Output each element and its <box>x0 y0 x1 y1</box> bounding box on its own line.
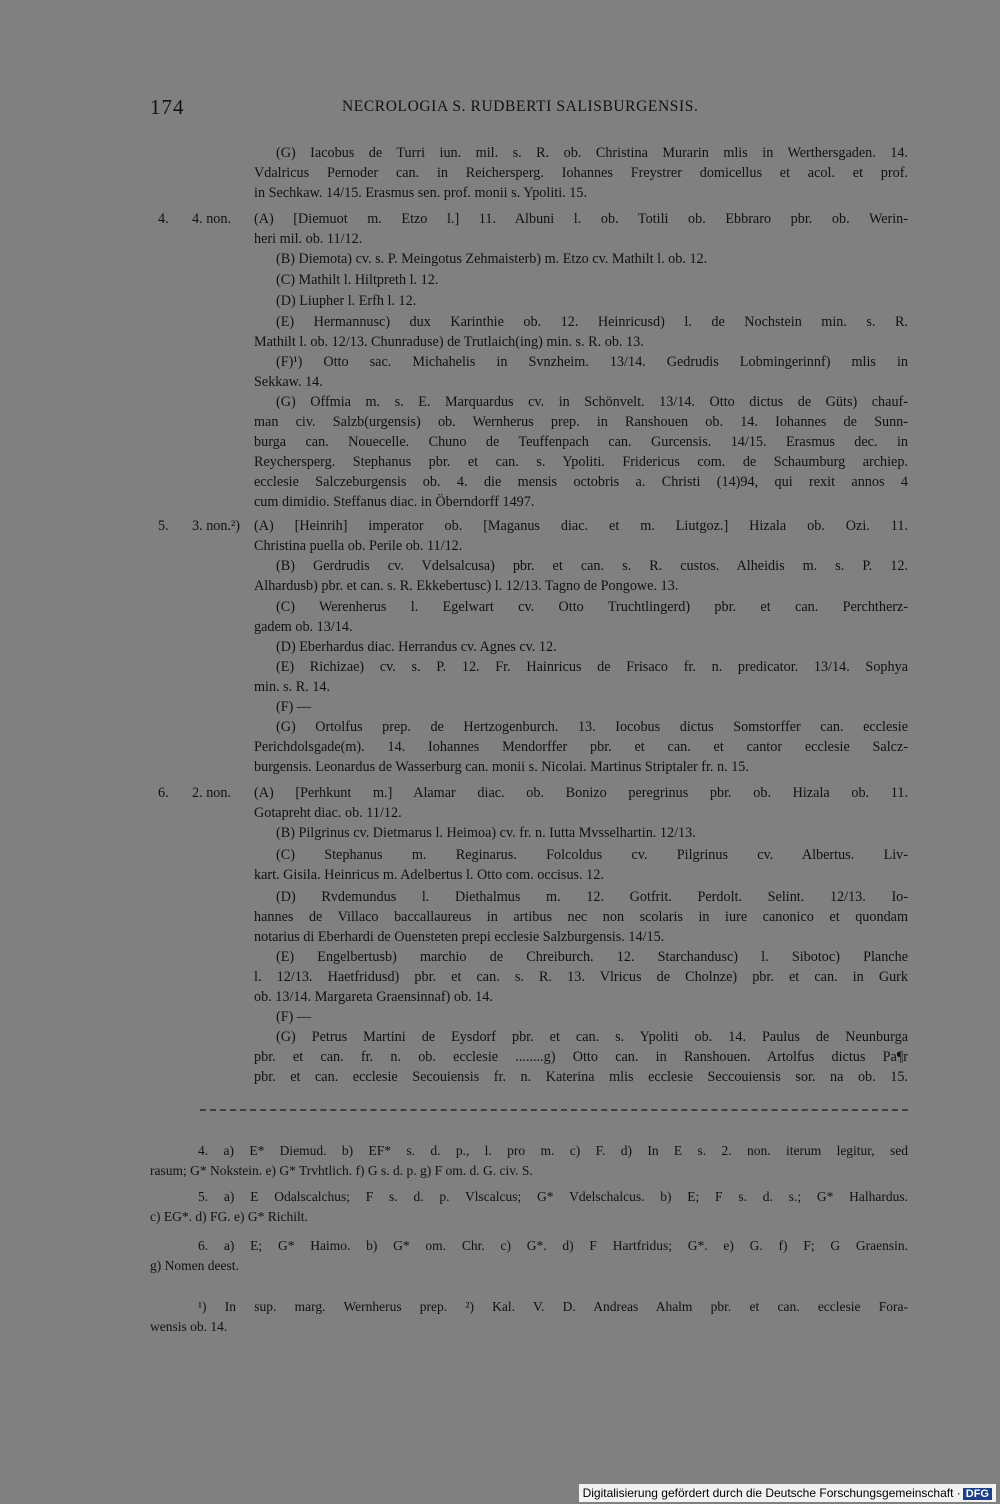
text-line: (G) Petrus Martini de Eysdorf pbr. et can. s. Ypoliti ob. 14. Paulus de Neunburga <box>276 1029 908 1045</box>
text-line: Christina puella ob. Perile ob. 11/12. <box>254 538 463 554</box>
text-line: (A) [Perhkunt m.] Alamar diac. ob. Bonizo peregrinus pbr. ob. Hizala ob. 11. <box>254 785 908 801</box>
text-line: notarius di Eberhardi de Ouensteten prepi ecclesie Salzburgensis. 14/15. <box>254 929 665 945</box>
day-label: 3. non.²) <box>192 518 240 534</box>
text-line: cum dimidio. Steffanus diac. in Öberndorff 1497. <box>254 494 535 510</box>
text-line: (D) Liupher l. Erfh l. 12. <box>276 293 417 309</box>
text-line: (B) Diemota) cv. s. P. Meingotus Zehmaisterb) m. Etzo cv. Mathilt l. ob. 12. <box>276 251 708 267</box>
text-line: burgensis. Leonardus de Wasserburg can. monii s. Nicolai. Martinus Striptaler fr. n. 15. <box>254 759 749 775</box>
text-line: min. s. R. 14. <box>254 679 331 695</box>
credit-text: Digitalisierung gefördert durch die Deutsche Forschungsgemeinschaft · <box>582 1486 961 1500</box>
text-line: (E) Hermannusc) dux Karinthie ob. 12. Heinricusd) l. de Nochstein min. s. R. <box>276 314 908 330</box>
text-line: Reychersperg. Stephanus pbr. et can. s. Ypoliti. Fridericus com. de Schaumburg archiep. <box>254 454 908 470</box>
text-line: (C) Werenherus l. Egelwart cv. Otto Truchtlingerd) pbr. et can. Perchtherz- <box>276 599 908 615</box>
footnote-line: g) Nomen deest. <box>150 1258 239 1273</box>
text-line: (F) — <box>276 699 312 715</box>
page-header <box>150 95 910 125</box>
separator-rule <box>200 1109 908 1111</box>
footnote-line: 5. a) E Odalscalchus; F s. d. p. Vlscalcus; G* Vdelschalcus. b) E; F s. d. s.; G* Halhardus. <box>198 1189 908 1204</box>
text-line: (C) Stephanus m. Reginarus. Folcoldus cv. Pilgrinus cv. Albertus. Liv- <box>276 847 908 863</box>
text-line: (G) Ortolfus prep. de Hertzogenburch. 13. Iocobus dictus Somstorffer can. ecclesie <box>276 719 908 735</box>
text-line: Alhardusb) pbr. et can. s. R. Ekkebertusc) l. 12/13. Tagno de Pongowe. 13. <box>254 578 679 594</box>
footnote-line: ¹) In sup. marg. Wernherus prep. ²) Kal. V. D. Andreas Ahalm pbr. et can. ecclesie Fora- <box>198 1299 908 1314</box>
text-line: (A) [Diemuot m. Etzo l.] 11. Albuni l. ob. Totili ob. Ebbraro pbr. ob. Werin- <box>254 211 908 227</box>
funding-credit <box>579 1484 996 1502</box>
footnote-line: rasum; G* Nokstein. e) G* Trvhtlich. f) G s. d. p. g) F om. d. G. civ. S. <box>150 1163 533 1178</box>
text-line: (G) Offmia m. s. E. Marquardus cv. in Schönvelt. 13/14. Otto dictus de Güts) chauf- <box>276 394 908 410</box>
page-number: 174 <box>150 95 185 119</box>
day-label: 4. non. <box>192 211 232 227</box>
text-line: heri mil. ob. 11/12. <box>254 231 363 247</box>
text-line: Vdalricus Pernoder can. in Reichersperg. Iohannes Freystrer domicellus et acol. et prof. <box>254 165 908 181</box>
text-line: Sekkaw. 14. <box>254 374 323 390</box>
footnote-line: c) EG*. d) FG. e) G* Richilt. <box>150 1209 308 1224</box>
text-line: kart. Gisila. Heinricus m. Adelbertus l. Otto com. occisus. 12. <box>254 867 604 883</box>
footnote-line: 6. a) E; G* Haimo. b) G* om. Chr. c) G*. d) F Hartfridus; G*. e) G. f) F; G Graensin. <box>198 1238 908 1253</box>
dfg-logo: DFG <box>963 1488 992 1500</box>
day-label: 2. non. <box>192 785 232 801</box>
text-line: (E) Engelbertusb) marchio de Chreiburch. 12. Starchandusc) l. Sibotoc) Planche <box>276 949 908 965</box>
footnote-line: 4. a) E* Diemud. b) EF* s. d. p., l. pro m. c) F. d) In E s. 2. non. iterum legitur, sed <box>198 1143 908 1158</box>
text-line: Perichdolsgade(m). 14. Iohannes Mendorffer pbr. et can. et cantor ecclesie Salcz- <box>254 739 908 755</box>
text-line: (G) Iacobus de Turri iun. mil. s. R. ob. Christina Murarin mlis in Werthersgaden. 14. <box>276 145 908 161</box>
text-line: (F)¹) Otto sac. Michahelis in Svnzheim. 13/14. Gedrudis Lobmingerinnf) mlis in <box>276 354 908 370</box>
text-line: (D) Rvdemundus l. Diethalmus m. 12. Gotfrit. Perdolt. Selint. 12/13. Io- <box>276 889 908 905</box>
text-line: gadem ob. 13/14. <box>254 619 353 635</box>
text-line: (D) Eberhardus diac. Herrandus cv. Agnes cv. 12. <box>276 639 557 655</box>
text-line: (E) Richizae) cv. s. P. 12. Fr. Hainricus de Frisaco fr. n. predicator. 13/14. Sophya <box>276 659 908 675</box>
text-line: Mathilt l. ob. 12/13. Chunraduse) de Trutlaich(ing) min. s. R. ob. 13. <box>254 334 644 350</box>
text-line: (B) Pilgrinus cv. Dietmarus l. Heimoa) cv. fr. n. Iutta Mvsselhartin. 12/13. <box>276 825 696 841</box>
text-line: burga can. Nouecelle. Chuno de Teuffenpach can. Gurcensis. 14/15. Erasmus dec. in <box>254 434 908 450</box>
text-line: ob. 13/14. Margareta Graensinnaf) ob. 14. <box>254 989 493 1005</box>
running-title: NECROLOGIA S. RUDBERTI SALISBURGENSIS. <box>342 98 699 115</box>
text-line: l. 12/13. Haetfridusd) pbr. et can. s. R. 13. Vlricus de Cholnze) pbr. et can. in Gurk <box>254 969 908 985</box>
text-line: ecclesie Salczeburgensis ob. 4. die mensis octobris a. Christi (14)94, qui rexit annos 4 <box>254 474 908 490</box>
text-line: (A) [Heinrih] imperator ob. [Maganus diac. et m. Liutgoz.] Hizala ob. Ozi. 11. <box>254 518 908 534</box>
text-line: in Sechkaw. 14/15. Erasmus sen. prof. monii s. Ypoliti. 15. <box>254 185 587 201</box>
text-line: Gotapreht diac. ob. 11/12. <box>254 805 402 821</box>
footnote-line: wensis ob. 14. <box>150 1319 228 1334</box>
text-line: hannes de Villaco baccallaureus in artibus nec non scolaris in iure canonico et quondam <box>254 909 908 925</box>
day-number: 5. <box>158 518 169 534</box>
text-line: (F) — <box>276 1009 312 1025</box>
day-number: 4. <box>158 211 169 227</box>
text-line: pbr. et can. fr. n. ob. ecclesie ........g) Otto can. in Ranshouen. Artolfus dictus Pa¶r <box>254 1049 908 1065</box>
text-line: pbr. et can. ecclesie Secouiensis fr. n. Katerina mlis ecclesie Seccouiensis sor. na ob. 15. <box>254 1069 908 1085</box>
text-line: man civ. Salzb(urgensis) ob. Wernherus prep. in Ranshouen ob. 14. Iohannes de Sunn- <box>254 414 908 430</box>
day-number: 6. <box>158 785 169 801</box>
text-line: (C) Mathilt l. Hiltpreth l. 12. <box>276 272 439 288</box>
text-line: (B) Gerdrudis cv. Vdelsalcusa) pbr. et can. s. R. custos. Alheidis m. s. P. 12. <box>276 558 908 574</box>
